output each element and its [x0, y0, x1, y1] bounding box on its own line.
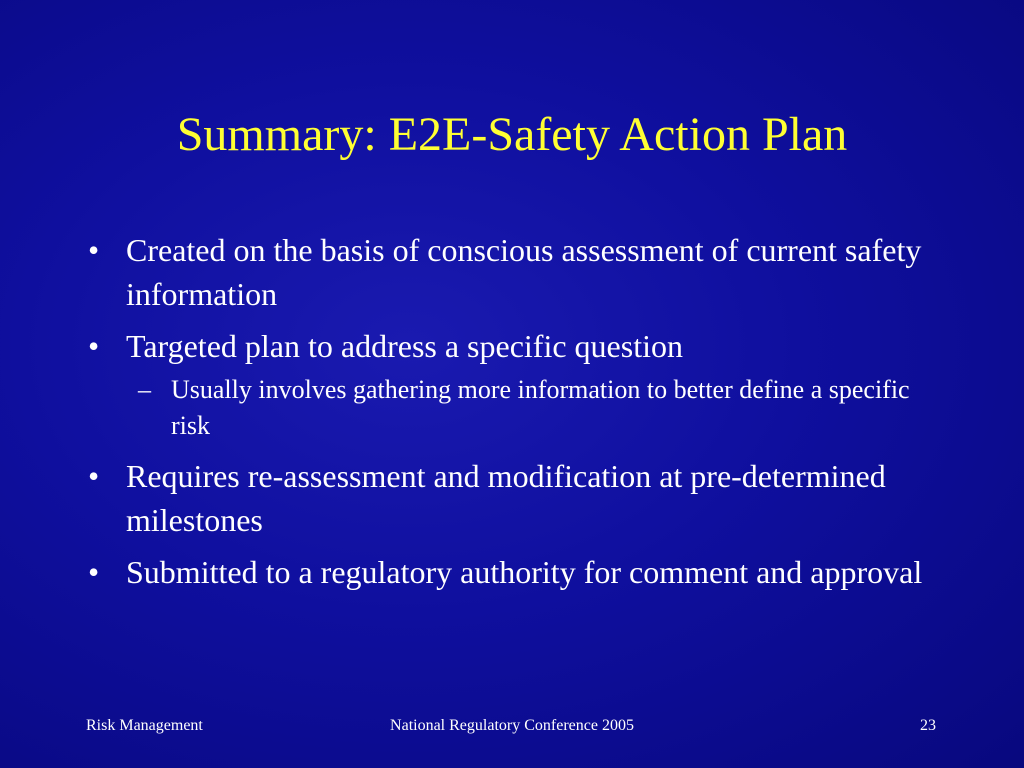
- slide-body: [88, 228, 948, 602]
- bullet-item: [88, 324, 948, 368]
- bullet-marker: •: [88, 554, 100, 590]
- bullet-item: [88, 550, 948, 594]
- sub-bullet-item: [88, 372, 948, 444]
- bullet-item: [88, 454, 948, 542]
- footer-left-text: Risk Management: [86, 717, 203, 734]
- footer-center-text: National Regulatory Conference 2005: [390, 717, 634, 734]
- bullet-marker: •: [88, 328, 100, 364]
- bullet-marker: •: [88, 232, 100, 268]
- bullet-text: Targeted plan to address a specific question: [126, 328, 683, 364]
- bullet-marker: •: [88, 458, 100, 494]
- sub-bullet-marker: –: [138, 375, 151, 404]
- bullet-text: Created on the basis of conscious assessment of current safety information: [126, 232, 922, 312]
- slide-title: Summary: E2E-Safety Action Plan: [176, 108, 848, 161]
- sub-bullet-text: Usually involves gathering more information to better define a specific risk: [171, 375, 910, 440]
- bullet-text: Requires re-assessment and modification at pre-determined milestones: [126, 458, 886, 538]
- bullet-item: [88, 228, 948, 316]
- slide-number: 23: [920, 717, 936, 734]
- bullet-text: Submitted to a regulatory authority for comment and approval: [126, 554, 923, 590]
